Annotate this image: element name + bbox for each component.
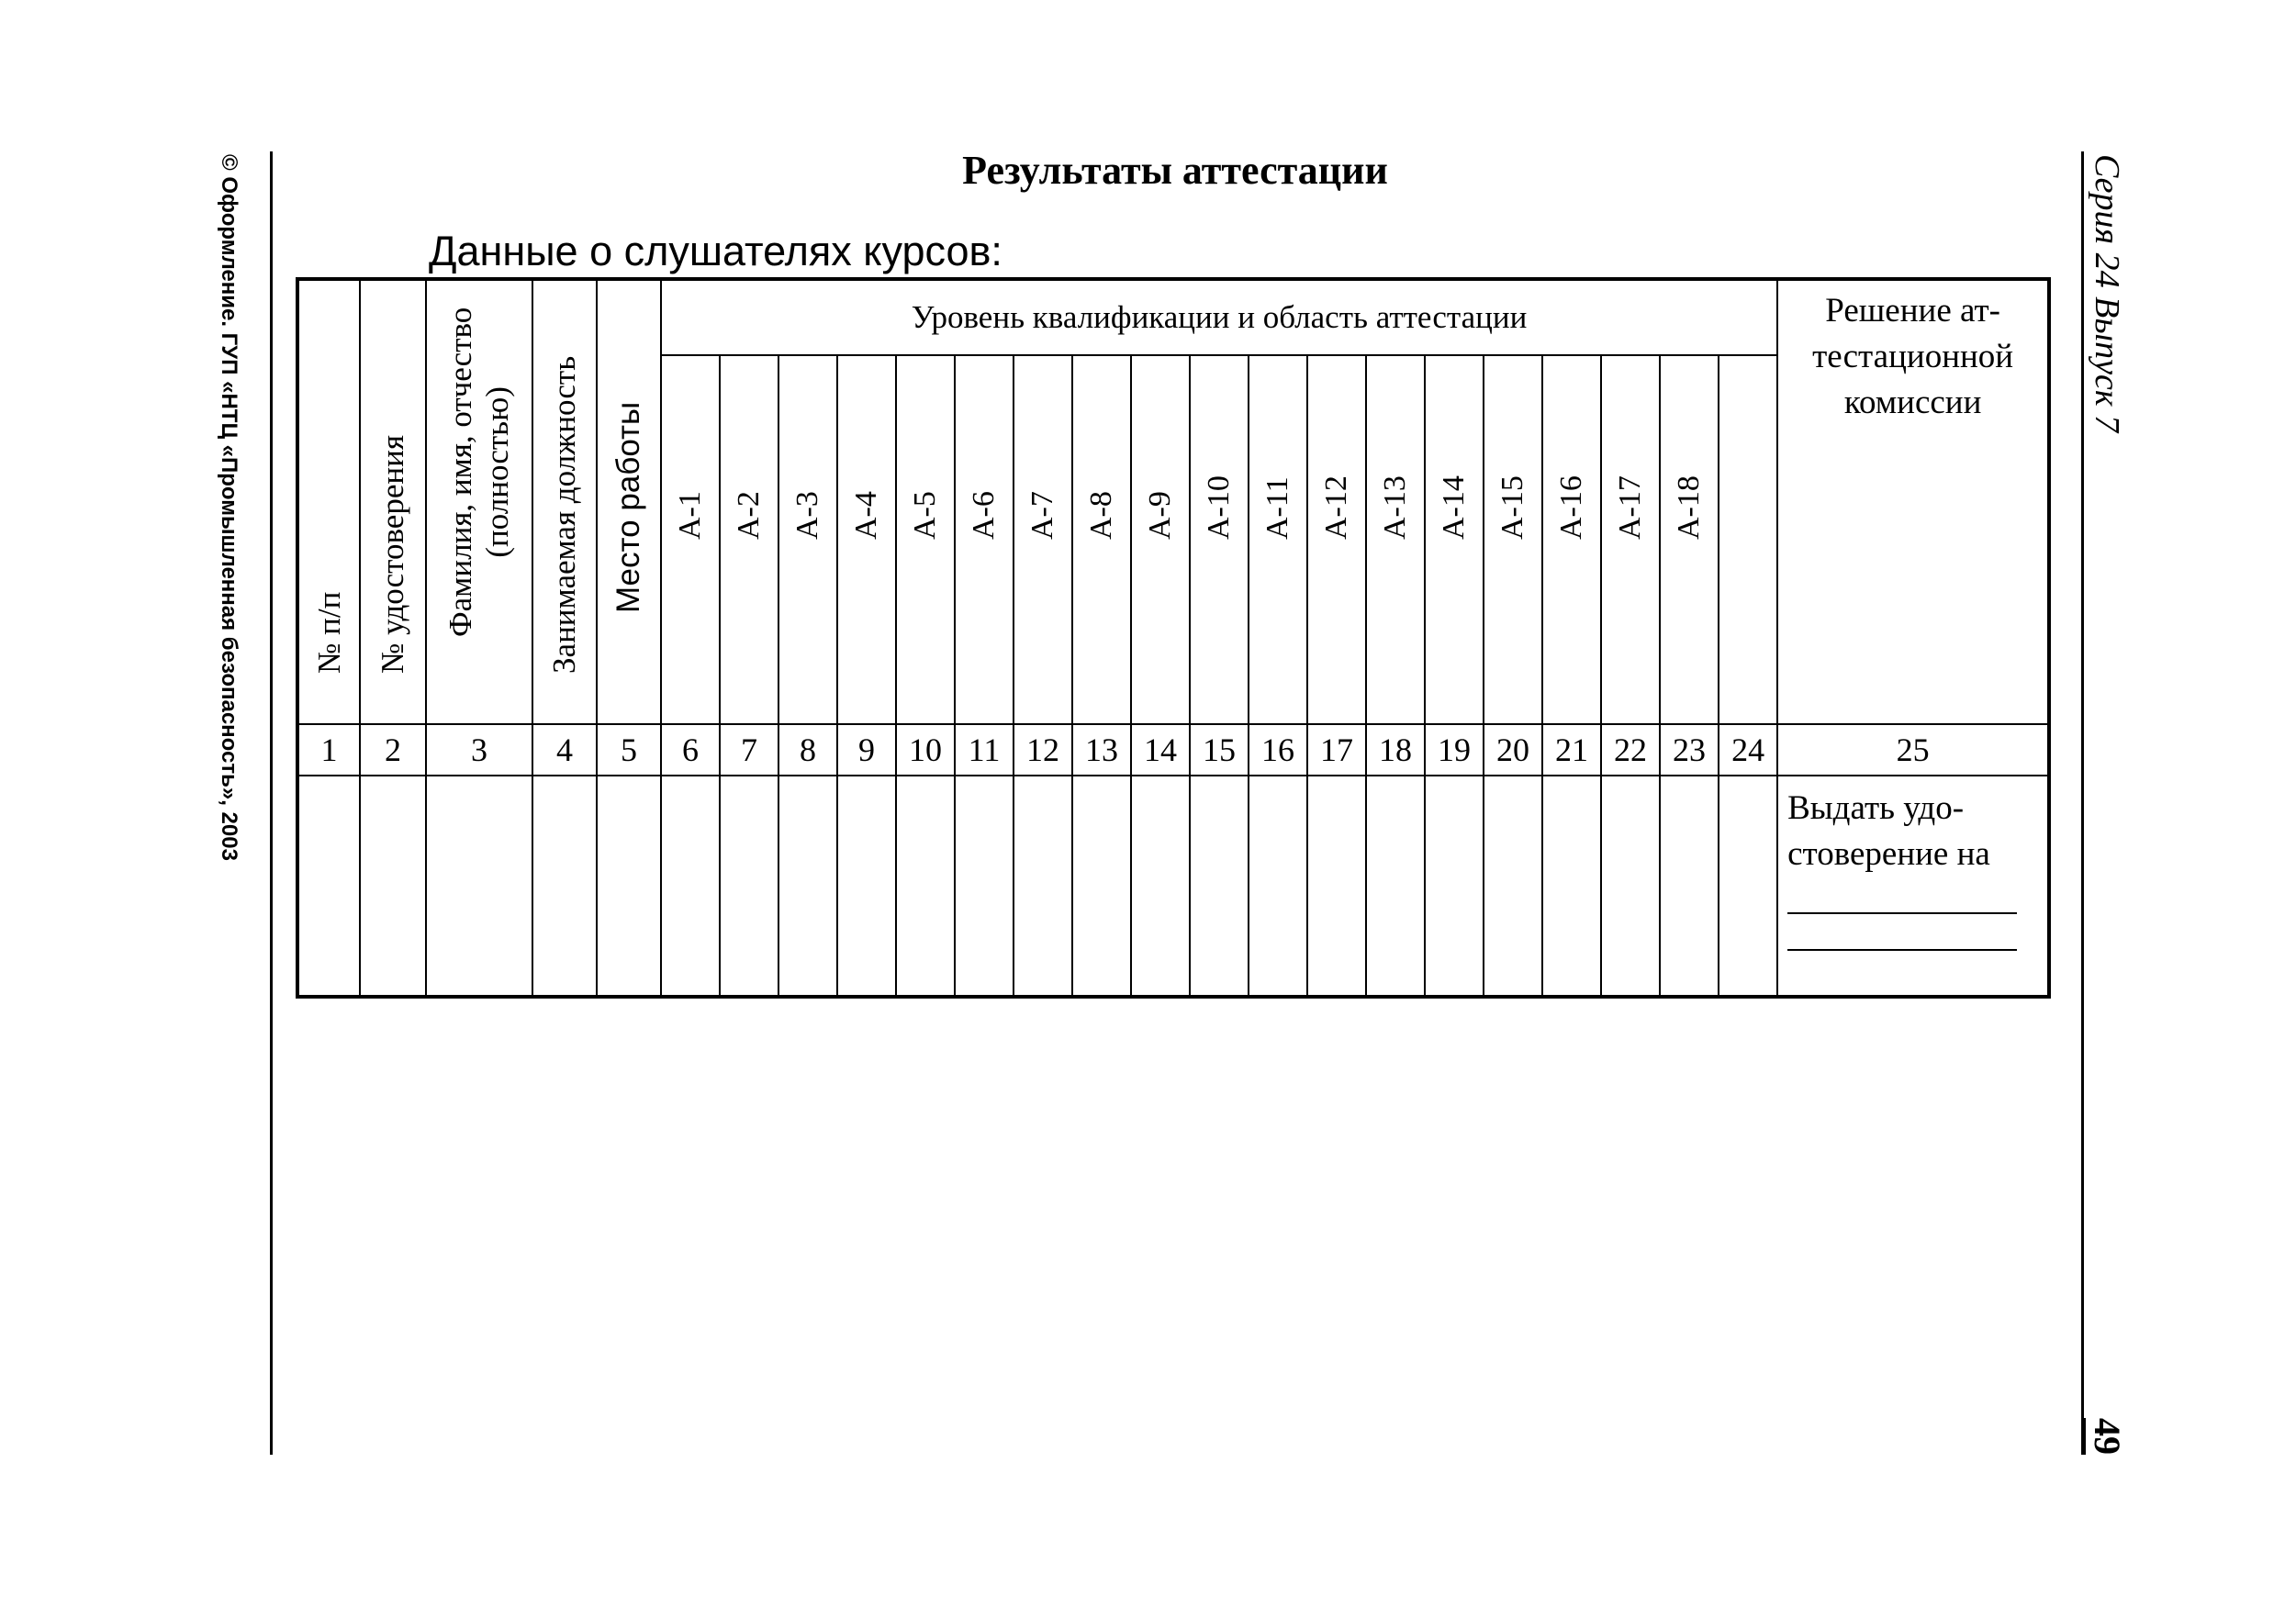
code-label: А-4: [849, 491, 883, 540]
code-header: [1660, 355, 1719, 724]
header-certificate-number-label: № удостоверения: [375, 435, 410, 674]
column-number: 23: [1660, 724, 1719, 776]
column-number: 8: [778, 724, 837, 776]
decision-text-line2: стоверение на: [1787, 835, 1990, 873]
page-title: Результаты аттестации: [962, 148, 1388, 193]
decision-header-line2: тестационной: [1812, 338, 2014, 375]
column-number: 10: [896, 724, 955, 776]
header-full-name-label: [442, 307, 516, 637]
column-number: 24: [1719, 724, 1777, 776]
code-label: А-7: [1025, 491, 1059, 540]
entry-cell[interactable]: [297, 776, 360, 997]
entry-cell[interactable]: [837, 776, 896, 997]
entry-cell[interactable]: [1542, 776, 1601, 997]
entry-cell[interactable]: [661, 776, 720, 997]
header-position: [532, 279, 597, 724]
column-number: 5: [597, 724, 661, 776]
page-number: 49: [2083, 1418, 2128, 1455]
column-number: 1: [297, 724, 360, 776]
code-header: [1190, 355, 1249, 724]
decision-header-line1: Решение ат-: [1825, 292, 2000, 329]
code-header: [1425, 355, 1484, 724]
code-header: [1307, 355, 1366, 724]
code-label: А-2: [732, 491, 766, 540]
column-number: 6: [661, 724, 720, 776]
column-number: 14: [1131, 724, 1190, 776]
entry-cell[interactable]: [426, 776, 532, 997]
header-workplace: [597, 279, 661, 724]
code-header: [1131, 355, 1190, 724]
code-header: [661, 355, 720, 724]
code-label: А-1: [673, 491, 707, 540]
column-number: 3: [426, 724, 532, 776]
attestation-table: [296, 277, 2051, 999]
header-position-label: Занимаемая должность: [546, 355, 582, 674]
code-header: [1249, 355, 1307, 724]
code-header: [837, 355, 896, 724]
code-header-blank: [1719, 355, 1777, 724]
column-number: 7: [720, 724, 778, 776]
header-certificate-number: [360, 279, 426, 724]
entry-cell[interactable]: [896, 776, 955, 997]
entry-cell[interactable]: [360, 776, 426, 997]
entry-cell[interactable]: [1484, 776, 1542, 997]
column-number: 17: [1307, 724, 1366, 776]
code-header: [1366, 355, 1425, 724]
blank-fill-line[interactable]: [1787, 877, 2017, 914]
entry-cell[interactable]: [1131, 776, 1190, 997]
right-margin-rule: [2081, 151, 2084, 1455]
code-header: [1601, 355, 1660, 724]
header-full-name: [426, 279, 532, 724]
left-margin-rule: [270, 151, 273, 1455]
entry-cell[interactable]: [1425, 776, 1484, 997]
entry-cell[interactable]: [1072, 776, 1131, 997]
entry-cell[interactable]: [1660, 776, 1719, 997]
code-label: А-15: [1495, 475, 1529, 540]
code-label: А-5: [908, 491, 942, 540]
header-row-number: [297, 279, 360, 724]
decision-cell: [1777, 776, 2049, 997]
column-number: 12: [1014, 724, 1072, 776]
column-number: 4: [532, 724, 597, 776]
header-row-number-label: № п/п: [310, 591, 347, 674]
column-number: 16: [1249, 724, 1307, 776]
code-label: А-18: [1672, 475, 1706, 540]
code-header: [720, 355, 778, 724]
code-header: [778, 355, 837, 724]
header-full-name-line2: (полностью): [479, 386, 515, 558]
column-number: 22: [1601, 724, 1660, 776]
code-label: А-17: [1613, 475, 1647, 540]
column-number: 9: [837, 724, 896, 776]
column-number: 11: [955, 724, 1014, 776]
code-header: [955, 355, 1014, 724]
column-number: 19: [1425, 724, 1484, 776]
code-label: А-8: [1084, 491, 1118, 540]
entry-cell[interactable]: [1601, 776, 1660, 997]
header-full-name-line1: Фамилия, имя, отчество: [442, 307, 478, 637]
code-label: А-10: [1202, 475, 1236, 540]
series-label: Серия 24 Выпуск 7: [2088, 154, 2126, 433]
code-label: А-6: [967, 491, 1001, 540]
entry-cell[interactable]: [1719, 776, 1777, 997]
entry-row: [297, 776, 2049, 997]
code-label: А-12: [1319, 475, 1353, 540]
column-number: 2: [360, 724, 426, 776]
code-label: А-14: [1437, 475, 1471, 540]
header-workplace-label: Место работы: [610, 401, 646, 613]
code-label: А-9: [1143, 491, 1177, 540]
code-label: А-11: [1260, 476, 1294, 540]
code-label: А-16: [1554, 475, 1588, 540]
entry-cell[interactable]: [597, 776, 661, 997]
decision-header-line3: комиссии: [1843, 384, 1982, 421]
entry-cell[interactable]: [955, 776, 1014, 997]
entry-cell[interactable]: [532, 776, 597, 997]
subtitle: Данные о слушателях курсов:: [429, 228, 1002, 274]
entry-cell[interactable]: [1366, 776, 1425, 997]
decision-text-line1: Выдать удо-: [1787, 789, 1965, 827]
qualification-group-header: Уровень квалификации и область аттестации: [661, 279, 1777, 355]
decision-header: [1777, 279, 2049, 724]
copyright-note: © Оформление. ГУП «НТЦ «Промышленная безопасность», 2003: [217, 154, 241, 861]
code-label: А-13: [1378, 475, 1412, 540]
column-number: 25: [1777, 724, 2049, 776]
blank-fill-line[interactable]: [1787, 914, 2017, 951]
code-header: [1484, 355, 1542, 724]
code-label: А-3: [790, 491, 824, 540]
code-header: [896, 355, 955, 724]
column-number: 15: [1190, 724, 1249, 776]
column-number: 13: [1072, 724, 1131, 776]
entry-cell[interactable]: [720, 776, 778, 997]
column-number: 20: [1484, 724, 1542, 776]
code-header: [1014, 355, 1072, 724]
code-header: [1072, 355, 1131, 724]
entry-cell[interactable]: [1307, 776, 1366, 997]
column-number: 18: [1366, 724, 1425, 776]
entry-cell[interactable]: [778, 776, 837, 997]
code-header: [1542, 355, 1601, 724]
column-number: 21: [1542, 724, 1601, 776]
entry-cell[interactable]: [1190, 776, 1249, 997]
entry-cell[interactable]: [1014, 776, 1072, 997]
column-number-row: [297, 724, 2049, 776]
entry-cell[interactable]: [1249, 776, 1307, 997]
